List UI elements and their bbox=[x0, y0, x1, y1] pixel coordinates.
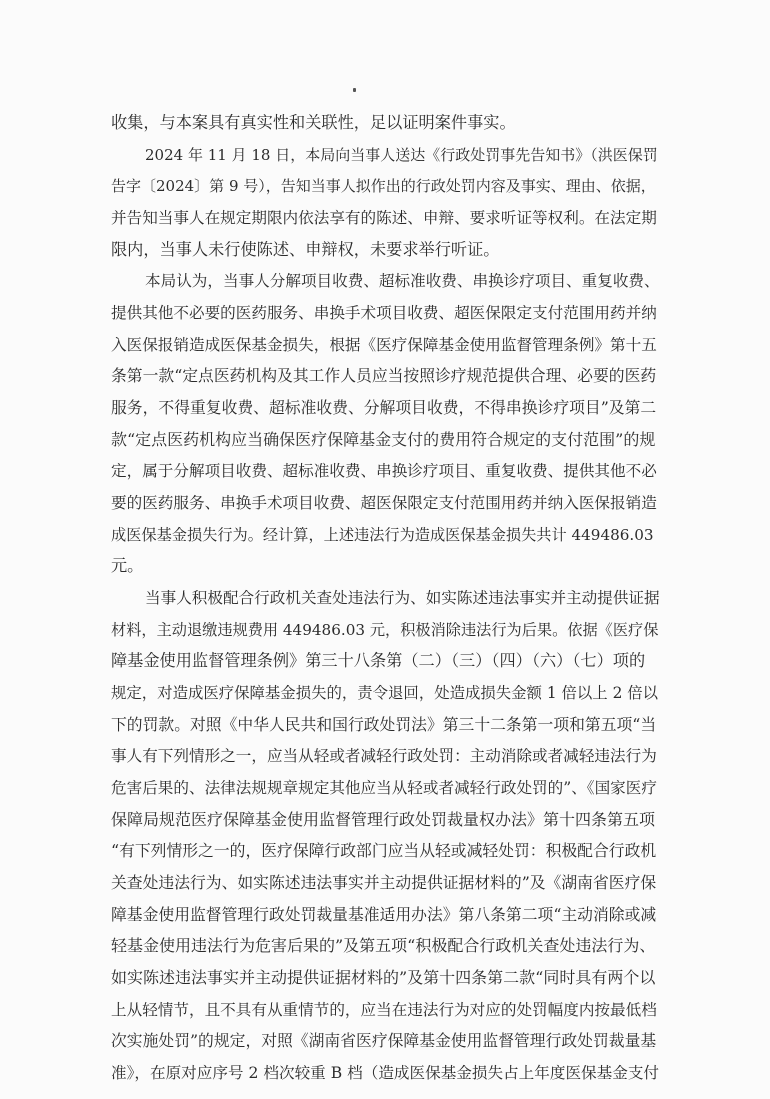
text-line: 服务，不得重复收费、超标准收费、分解项目收费，不得串换诊疗项目”及第二 bbox=[111, 398, 657, 417]
text-line: 事人有下列情形之一，应当从轻或者减轻行政处罚：主动消除或者减轻违法行为 bbox=[111, 747, 657, 766]
text-line: 定，属于分解项目收费、超标准收费、串换诊疗项目、重复收费、提供其他不必 bbox=[111, 462, 657, 481]
text-line: 要的医药服务、串换手术项目收费、超医保限定支付范围用药并纳入医保报销造 bbox=[111, 494, 657, 512]
text-line: 规定，对造成医疗保障基金损失的，责令退回，处造成损失金额 1 倍以上 2 倍以 bbox=[111, 684, 659, 702]
text-line: 款“定点医药机构应当确保医疗保障基金支付的费用符合规定的支付范围”的规 bbox=[111, 429, 656, 449]
text-line: 障基金使用监督管理条例》第三十八条第（二）（三）（四）（六）（七）项的 bbox=[111, 651, 646, 671]
text-line: 关查处违法行为、如实陈述违法事实并主动提供证据材料的”及《湖南省医疗保 bbox=[111, 873, 657, 892]
text-line: 次实施处罚”的规定，对照《湖南省医疗保障基金使用监督管理行政处罚裁量基 bbox=[111, 1031, 657, 1051]
text-line: “有下列情形之一的，医疗保障行政部门应当从轻或减轻处罚：积极配合行政机 bbox=[111, 841, 657, 861]
text-line: 并告知当事人在规定期限内依法享有的陈述、申辩、要求听证等权利。在法定期 bbox=[111, 209, 657, 227]
text-line: 入医保报销造成医保基金损失，根据《医疗保障基金使用监督管理条例》第十五 bbox=[111, 335, 657, 354]
text-line: 危害后果的、法律法规规章规定其他应当从轻或者减轻行政处罚的”、《国家医疗 bbox=[111, 779, 657, 797]
text-line: 条第一款“定点医药机构及其工作人员应当按照诊疗规范提供合理、必要的医药 bbox=[111, 366, 657, 386]
text-line: 元。 bbox=[111, 556, 144, 576]
text-line: 障基金使用监督管理行政处罚裁量基准适用办法》第八条第二项“主动消除或减 bbox=[111, 904, 657, 924]
text-line: 提供其他不必要的医药服务、串换手术项目收费、超医保限定支付范围用药并纳 bbox=[111, 304, 657, 322]
text-line: 2024 年 11 月 18 日，本局向当事人送达《行政处罚事先告知书》（洪医保罚 bbox=[145, 145, 658, 164]
text-line: 保障局规范医疗保障基金使用监督管理行政处罚裁量权办法》第十四条第五项 bbox=[111, 809, 656, 829]
text-line: 本局认为，当事人分解项目收费、超标准收费、串换诊疗项目、重复收费、 bbox=[145, 272, 660, 291]
text-line: 轻基金使用违法行为危害后果的”及第五项“积极配合行政机关查处违法行为、 bbox=[111, 936, 656, 956]
scan-speck bbox=[353, 88, 356, 92]
text-line: 准》，在原对应序号 2 档次较重 B 档（造成医保基金损失占上年度医保基金支付 bbox=[111, 1064, 660, 1082]
text-line: 限内，当事人未行使陈述、申辩权，未要求举行听证。 bbox=[111, 239, 500, 259]
text-line: 成医保基金损失行为。经计算，上述违法行为造成医保基金损失共计 449486.03 bbox=[111, 525, 654, 544]
text-line: 收集，与本案具有真实性和关联性，足以证明案件事实。 bbox=[111, 113, 516, 132]
text-line: 告字〔2024〕第 9 号），告知当事人拟作出的行政处罚内容及事实、理由、依据， bbox=[111, 177, 656, 196]
text-line: 上从轻情节，且不具有从重情节的，应当在违法行为对应的处罚幅度内按最低档 bbox=[111, 1000, 657, 1019]
text-line: 如实陈述违法事实并主动提供证据材料的”及第十四条第二款“同时具有两个以 bbox=[111, 968, 656, 987]
text-line: 材料，主动退缴违规费用 449486.03 元，积极消除违法行为后果。依据《医疗保 bbox=[111, 620, 659, 639]
text-line: 下的罚款。对照《中华人民共和国行政处罚法》第三十二条第一项和第五项“当 bbox=[111, 714, 657, 734]
text-line: 当事人积极配合行政机关查处违法行为、如实陈述违法事实并主动提供证据 bbox=[145, 589, 660, 607]
